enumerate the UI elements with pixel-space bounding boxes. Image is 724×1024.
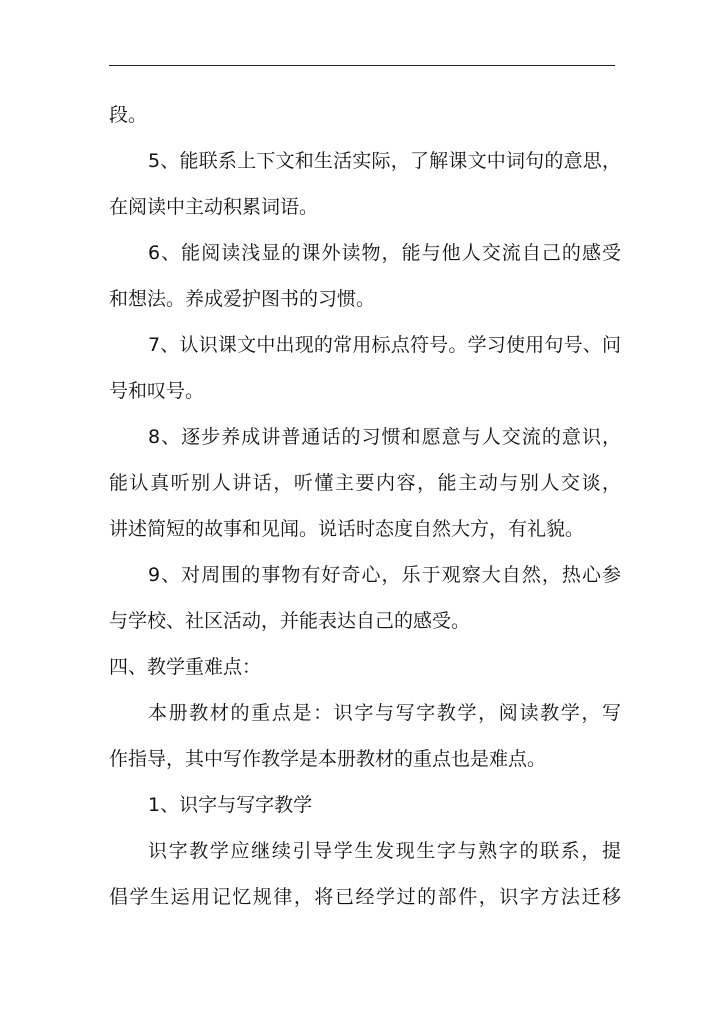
text-line: 5、能联系上下文和生活实际，了解课文中词句的意思， — [148, 150, 621, 172]
text-line: 在阅读中主动积累词语。 — [109, 196, 319, 218]
text-line: 6、能阅读浅显的课外读物，能与他人交流自己的感受 — [148, 242, 621, 264]
document-body — [109, 96, 621, 924]
section-heading: 四、教学重难点： — [109, 656, 262, 678]
text-line: 作指导，其中写作教学是本册教材的重点也是难点。 — [109, 748, 547, 770]
text-line: 9、对周围的事物有好奇心，乐于观察大自然，热心参 — [148, 564, 621, 586]
text-line: 号和叹号。 — [109, 380, 205, 402]
text-line: 本册教材的重点是：识字与写字教学，阅读教学，写 — [148, 702, 621, 724]
header-rule — [109, 65, 615, 66]
text-line: 8、逐步养成讲普通话的习惯和愿意与人交流的意识， — [148, 426, 621, 448]
subsection-heading: 1、识字与写字教学 — [148, 794, 313, 816]
text-line: 与学校、社区活动，并能表达自己的感受。 — [109, 610, 471, 632]
text-line: 和想法。养成爱护图书的习惯。 — [109, 288, 376, 310]
text-line: 识字教学应继续引导学生发现生字与熟字的联系，提 — [148, 840, 621, 862]
text-line: 能认真听别人讲话，听懂主要内容，能主动与别人交谈， — [109, 472, 621, 494]
text-line: 倡学生运用记忆规律，将已经学过的部件，识字方法迁移 — [109, 886, 621, 908]
text-line: 7、认识课文中出现的常用标点符号。学习使用句号、问 — [148, 334, 621, 356]
text-line: 段。 — [109, 104, 148, 126]
text-line: 讲述简短的故事和见闻。说话时态度自然大方，有礼貌。 — [109, 518, 585, 540]
